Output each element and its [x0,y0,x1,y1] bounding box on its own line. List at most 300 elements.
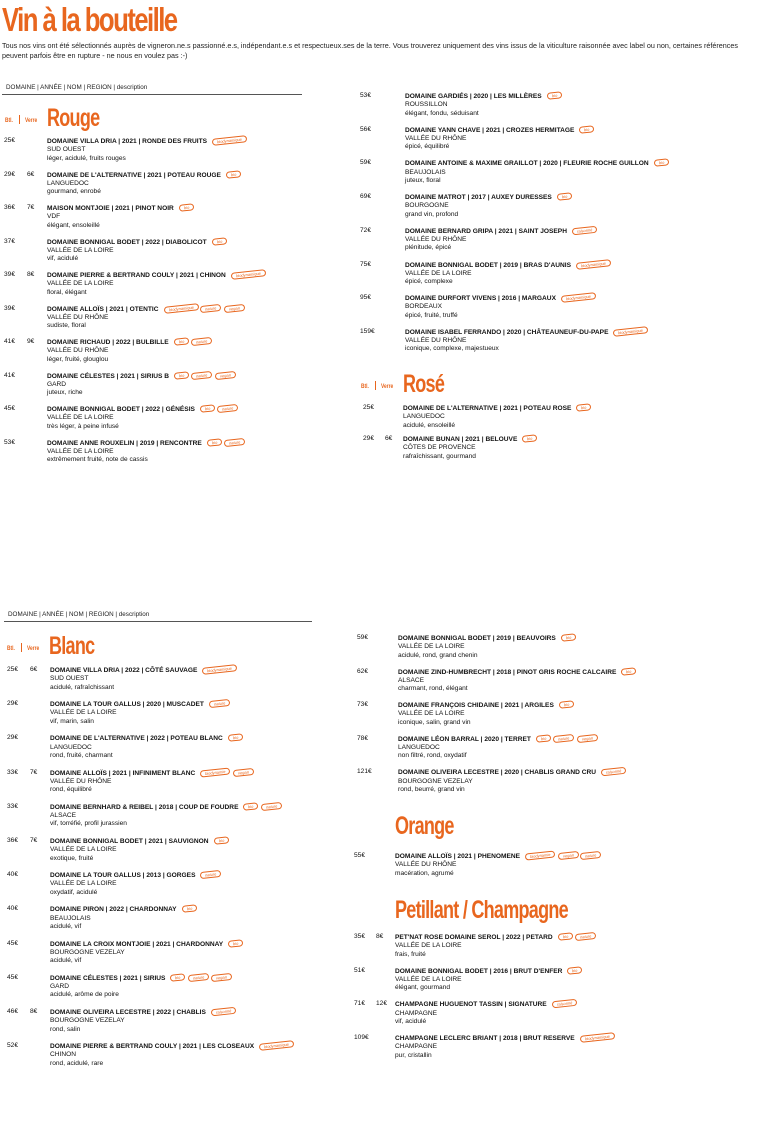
wine-region: BORDEAUX [405,303,443,311]
wine-entry [50,905,199,931]
wine-description: vif, acidulé [47,255,79,262]
wine-region: VALLÉE DU RHÔNE [47,347,109,355]
wine-region: ALSACE [398,676,425,684]
wine-region: BOURGOGNE VEZELAY [50,948,125,956]
label-tags [576,404,593,412]
wine-name: DOMAINE PIERRE & BERTRAND COULY | 2021 | CHINON [47,271,226,279]
label-tag: bio [621,667,637,676]
glass-price: 7€ [30,837,38,844]
wine-entry [47,338,214,364]
wine-description: extrêmement fruité, note de cassis [47,456,148,463]
wine-entry [395,852,604,878]
wine-description: rond, équilibré [50,786,92,794]
wine-name: DOMAINE ZIND-HUMBRECHT | 2018 | PINOT GRIS ROCHE CALCAIRE [398,668,617,676]
bottle-price: 159€ [360,327,375,335]
wine-title-line [47,238,229,247]
glass-price: 8€ [27,271,35,278]
label-tags [580,1034,617,1042]
wine-title-line [50,700,232,709]
wine-region: ROUSSILLON [405,101,448,109]
label-tag: biodynamique [212,135,247,146]
wine-name: DOMAINE OLIVEIRA LECESTRE | 2020 | CHABLIS GRAND CRU [398,769,596,777]
label-tag: vegan [576,734,598,743]
wine-title-line [398,668,639,677]
wine-name: DOMAINE ANTOINE & MAXIME GRAILLOT | 2020 | FLEURIE ROCHE GUILLON [405,160,649,168]
label-tags [522,435,539,443]
label-tags [164,305,247,313]
label-tag: bio [559,700,575,709]
bottle-price: 52€ [7,1042,19,1050]
bottle-price: 29€ [7,734,19,742]
label-tag: bio [227,734,243,743]
wine-region: VALLÉE DE LA LOIRE [47,414,114,422]
bottle-price: 59€ [357,634,369,641]
wine-description: macération, agrumé [395,869,454,877]
label-tags [228,940,245,948]
wine-title-line [405,261,613,270]
wine-region: GARD [50,983,70,990]
bottle-price: 35€ [354,933,366,940]
bottle-price: 41€ [4,371,16,379]
bottle-price: 121€ [357,768,372,776]
column-header-label: DOMAINE | ANNÉE | NOM | REGION | description [6,84,148,91]
label-tag: nature [191,337,213,346]
label-tag: biodynamique [576,259,611,270]
col-label-bottle: Btl. [7,645,15,652]
header-rule [2,94,302,95]
wine-description: acidulé, rond, grand chenin [398,651,478,659]
wine-title-line [398,735,600,744]
label-tags [525,852,604,860]
wine-name: DOMAINE LA CROIX MONTJOIE | 2021 | CHARDONNAY [50,940,224,948]
wine-entry [398,701,576,727]
label-tags [209,700,232,708]
label-tag: bio [567,966,583,975]
wine-name: DOMAINE DURFORT VIVENS | 2016 | MARGAUX [405,295,556,303]
label-tags [557,193,574,201]
label-tags [536,735,600,743]
wine-description: élégant, gourmand [395,984,450,992]
wine-description: rond, beurré, grand vin [398,785,465,793]
label-tag: bio [576,403,592,412]
wine-name: DOMAINE ALLOÏS | 2021 | PHENOMENE [395,852,521,860]
wine-entry [405,193,574,219]
wine-entry [50,700,232,726]
wine-name: PET'NAT ROSE DOMAINE SEROL | 2022 | PETARD [395,933,553,941]
wine-name: DOMAINE DE L'ALTERNATIVE | 2022 | POTEAU BLANC [50,735,223,743]
bottle-price: 25€ [7,666,19,673]
label-tags [226,171,243,179]
label-tag: vegan [223,303,245,312]
label-tag: vegan [211,973,233,982]
wine-entry [398,768,628,794]
label-tags [561,634,578,642]
label-tags [228,734,245,742]
wine-region: SUD OUEST [47,146,86,154]
col-label-glass: Verre [25,117,38,124]
wine-name: DOMAINE BONNIGAL BODET | 2019 | BRAS D'AUNIS [405,261,571,269]
wine-title-line [47,137,249,146]
wine-entry [405,261,613,287]
label-tag: vegan [557,851,579,860]
section-title-petillant: Petillant / Champagne [395,896,568,924]
wine-region: VALLÉE DU RHÔNE [395,861,457,869]
bottle-price: 73€ [357,701,369,709]
wine-description: épicé, équilibré [405,143,450,151]
glass-price: 12€ [376,1000,388,1008]
wine-entry [405,159,671,185]
label-tag: bio [653,159,669,168]
section-title-rouge: Rouge [47,104,100,132]
wine-region: ALSACE [50,812,77,819]
label-tags [567,967,584,975]
wine-name: CHAMPAGNE HUGUENOT TASSIN | SIGNATURE [395,1001,547,1009]
wine-title-line [50,769,256,778]
label-tag: biodynamique [202,664,237,675]
label-tags [231,271,268,279]
bottle-price: 25€ [4,137,16,144]
wine-name: DOMAINE ALLOÏS | 2021 | INFINIMENT BLANC [50,769,196,777]
wine-description: rond, salin [50,1025,81,1033]
bottle-price: 53€ [360,92,372,99]
wine-description: rond, fruité, charmant [50,751,113,759]
wine-name: DOMAINE BERNARD GRIPA | 2021 | SAINT JOSEPH [405,227,567,235]
wine-title-line [50,871,224,880]
wine-region: LANGUEDOC [50,743,92,751]
wine-entry [405,126,597,152]
label-tags [200,769,255,777]
bottle-price: 45€ [4,405,16,412]
wine-region: BEAUJOLAIS [50,914,91,922]
wine-entry [403,435,540,461]
label-tag: biodynamique [259,1040,294,1051]
wine-title-line [405,294,598,303]
label-tags [558,933,599,941]
bottle-price: 71€ [354,1000,366,1008]
wine-name: DOMAINE BONNIGAL BODET | 2019 | BEAUVOIRS [398,634,556,642]
label-tags [547,92,564,100]
wine-entry [47,171,243,197]
wine-name: DOMAINE ISABEL FERRANDO | 2020 | CHÂTEAUNEUF-DU-PAPE [405,328,609,336]
bottle-price: 51€ [354,966,366,974]
label-tag: raisonné [551,999,577,1009]
label-tags [621,668,638,676]
wine-entry [50,666,239,692]
label-tag: biodynamie [525,850,556,860]
label-tags [202,666,239,674]
label-tags [576,261,613,269]
label-tag: bio [170,973,186,982]
label-tag: biodynamique [613,326,648,337]
wine-description: vif, acidulé [395,1017,427,1025]
label-tag: nature [200,870,222,879]
label-tags [174,338,215,346]
bottle-price: 41€ [4,338,16,345]
wine-name: DOMAINE CÉLESTES | 2021 | SIRIUS [50,974,166,982]
wine-region: VALLÉE DE LA LOIRE [47,447,114,455]
wine-description: juteux, riche [47,389,83,396]
wine-description: grand vin, profond [405,210,459,218]
label-tag: raisonné [601,767,627,777]
wine-title-line [50,1008,238,1017]
wine-region: CÔTES DE PROVENCE [403,444,476,452]
bottle-price: 95€ [360,294,372,302]
wine-entry [47,439,247,465]
wine-region: VALLÉE DE LA LOIRE [395,942,462,950]
label-tag: bio [228,939,244,948]
label-tag: nature [200,303,222,312]
label-tag: bio [243,802,259,811]
wine-title-line [398,701,576,710]
label-tag: raisonné [211,1007,237,1017]
bottle-price: 78€ [357,734,369,742]
wine-title-line [403,404,594,413]
bottle-price: 45€ [7,973,19,981]
wine-name: DOMAINE BONNIGAL BODET | 2016 | BRUT D'ENFER [395,967,563,975]
wine-name: DOMAINE BONNIGAL BODET | 2022 | DIABOLICOT [47,238,207,246]
wine-title-line [405,227,599,236]
label-tags [552,1000,579,1008]
wine-region: VALLÉE DU RHÔNE [50,777,112,785]
wine-description: acidulé, ensoleillé [403,421,456,429]
wine-title-line [395,1000,579,1009]
bottle-price: 53€ [4,438,16,446]
bottle-price: 109€ [354,1034,369,1042]
label-tag: nature [261,802,283,811]
wine-description: rond, acidulé, rare [50,1059,104,1067]
wine-region: VALLÉE DU RHÔNE [405,236,467,243]
wine-description: acidulé, arôme de poire [50,991,119,999]
wine-entry [405,328,650,354]
wine-region: VALLÉE DE LA LOIRE [405,269,472,277]
label-tags [579,126,596,134]
label-tag: biodynamique [561,292,596,303]
wine-title-line [50,803,284,812]
bottle-price: 36€ [7,837,19,844]
label-tag: biodynamique [163,303,198,314]
wine-title-line [50,905,199,914]
wine-entry [403,404,594,430]
label-tag: bio [211,237,227,246]
label-tag: nature [187,973,209,982]
label-tag: biodynamique [579,1032,614,1043]
label-tag: raisonné [572,225,598,235]
bottle-price: 29€ [7,700,19,708]
wine-entry [47,137,249,163]
wine-region: BOURGOGNE VEZELAY [398,777,473,785]
bottle-price: 69€ [360,193,372,201]
wine-title-line [47,305,247,314]
col-separator [21,643,22,652]
intro-text: Tous nos vins ont été sélectionnés auprès de vigneron.ne.s passionné.e.s, indépendant.e.s et respectueux.ses de la terre. Vous trouverez uniquement des vins issus de la viticulture raisonnée avec label ou non, certaines références peuvent parfois être en rupture - ne nous en voulez pas :-) [2,41,738,60]
label-tag: bio [178,203,194,212]
wine-description: léger, fruité, glouglou [47,355,109,363]
wine-title-line [395,967,585,976]
wine-name: DOMAINE VILLA DRIA | 2022 | CÔTÉ SAUVAGE [50,666,198,674]
bottle-price: 40€ [7,905,19,913]
wine-description: rafraîchissant, gourmand [403,452,476,460]
wine-name: CHAMPAGNE LECLERC BRIANT | 2018 | BRUT RESERVE [395,1035,575,1042]
bottle-price: 56€ [360,125,372,133]
label-tag: bio [557,192,573,201]
wine-description: gourmand, enrobé [47,188,101,195]
wine-description: juteux, floral [405,176,441,184]
label-tag: nature [575,932,597,941]
wine-title-line [47,271,268,280]
wine-region: CHAMPAGNE [395,1043,438,1051]
section-title-orange: Orange [395,812,454,840]
wine-entry [395,933,598,959]
label-tag: bio [206,438,222,447]
wine-entry [47,271,268,297]
label-tags [211,1008,238,1016]
glass-price: 6€ [30,666,38,673]
bottle-price: 29€ [363,435,375,442]
bottle-price: 46€ [7,1008,19,1015]
wine-entry [47,204,196,230]
header-rule [4,621,312,622]
label-tag: bio [200,404,216,413]
wine-region: VALLÉE DU RHÔNE [405,134,467,142]
wine-region: VALLÉE DU RHÔNE [47,313,109,321]
label-tag: bio [557,932,573,941]
wine-region: VALLÉE DE LA LOIRE [398,710,465,718]
wine-description: épicé, complexe [405,278,453,285]
wine-name: DOMAINE BONNIGAL BODET | 2021 | SAUVIGNON [50,837,209,845]
wine-description: plénitude, épicé [405,244,452,252]
wine-region: GARD [47,380,67,388]
glass-price: 8€ [30,1008,38,1015]
wine-entry [50,1008,238,1034]
wine-name: DOMAINE DE L'ALTERNATIVE | 2021 | POTEAU ROUGE [47,171,221,179]
bottle-price: 59€ [360,159,372,167]
label-tags [179,204,196,212]
wine-name: DOMAINE LÉON BARRAL | 2020 | TERRET [398,735,531,743]
label-tags [182,905,199,913]
wine-entry [50,837,231,863]
wine-description: oxydatif, acidulé [50,888,98,896]
label-tag: bio [174,371,190,380]
wine-name: DOMAINE YANN CHAVE | 2021 | CROZES HERMITAGE [405,126,575,134]
wine-entry [398,668,639,694]
wine-name: DOMAINE PIRON | 2022 | CHARDONNAY [50,906,177,914]
wine-name: DOMAINE CÉLESTES | 2021 | SIRIUS B [47,372,170,380]
label-tags [561,294,598,302]
label-tag: bio [522,434,538,443]
col-label-glass: Verre [27,645,40,652]
wine-description: acidulé, vif [50,922,82,930]
label-tags [207,439,248,447]
wine-name: DOMAINE PIERRE & BERTRAND COULY | 2021 | LES CLOSEAUX [50,1043,255,1051]
bottle-price: 55€ [354,852,366,859]
wine-title-line [50,940,246,949]
label-tags [654,159,671,167]
wine-description: non filtré, rond, oxydatif [398,752,467,760]
wine-entry [398,735,600,761]
wine-region: BOURGOGNE VEZELAY [50,1017,125,1025]
label-tag: nature [580,851,602,860]
wine-title-line [50,734,245,743]
wine-region: CHINON [50,1051,77,1059]
wine-entry [395,1000,579,1026]
wine-name: DOMAINE ANNE ROUXELIN | 2019 | RENCONTRE [47,439,202,447]
label-tags [559,701,576,709]
wine-title-line [398,768,628,777]
bottle-price: 45€ [7,939,19,947]
label-tag: nature [224,437,246,446]
wine-name: DOMAINE FRANÇOIS CHIDAINE | 2021 | ARGILES [398,702,554,710]
wine-description: épicé, fruité, truffé [405,311,458,319]
label-tags [212,137,249,145]
bottle-price: 36€ [4,204,16,211]
label-tag: bio [226,170,242,179]
wine-region: VALLÉE DE LA LOIRE [50,880,117,888]
wine-entry [395,967,585,993]
wine-title-line [398,634,578,643]
wine-name: DOMAINE RICHAUD | 2022 | BULBILLE [47,338,169,346]
wine-title-line [50,1042,296,1051]
wine-title-line [47,171,243,180]
bottle-price: 72€ [360,226,372,234]
label-tag: bio [173,337,189,346]
section-title-rose: Rosé [403,370,445,398]
wine-description: très léger, à peine infusé [47,422,119,430]
glass-price: 8€ [376,933,384,940]
wine-region: VALLÉE DU RHÔNE [405,337,467,345]
bottle-price: 75€ [360,260,372,268]
wine-entry [398,634,578,660]
label-tag: vegan [232,768,254,777]
bottle-price: 40€ [7,871,19,879]
wine-name: MAISON MONTJOIE | 2021 | PINOT NOIR [47,204,174,212]
glass-price: 6€ [27,170,35,178]
wine-description: vif, marin, salin [50,717,94,725]
col-separator [375,381,376,390]
bottle-price: 62€ [357,667,369,675]
wine-entry [50,871,224,897]
wine-region: SUD OUEST [50,675,89,683]
label-tags [572,227,599,235]
section-title-blanc: Blanc [49,632,95,660]
glass-price: 9€ [27,338,35,345]
bottle-price: 33€ [7,768,19,776]
wine-description: exotique, fruité [50,854,94,862]
wine-title-line [405,193,574,202]
label-tags [200,405,241,413]
col-separator [19,115,20,124]
label-tag: nature [217,404,239,413]
label-tags [613,328,650,336]
bottle-price: 39€ [4,271,16,278]
wine-title-line [50,666,239,675]
wine-title-line [405,328,650,337]
label-tag: nature [553,734,575,743]
col-label-bottle: Btl. [5,117,13,124]
label-tag: vegan [214,370,236,379]
label-tag: bio [536,734,552,743]
wine-title-line [47,204,196,213]
label-tag: bio [181,905,197,914]
wine-region: CHAMPAGNE [395,1009,438,1017]
wine-description: floral, élégant [47,288,87,296]
wine-title-line [47,372,238,381]
wine-title-line [47,338,214,347]
wine-entry [50,769,256,795]
wine-title-line [405,92,564,101]
col-label-glass: Verre [381,383,394,390]
wine-entry [405,92,564,118]
wine-name: DOMAINE BONNIGAL BODET | 2022 | GÉNÉSIS [47,405,195,413]
